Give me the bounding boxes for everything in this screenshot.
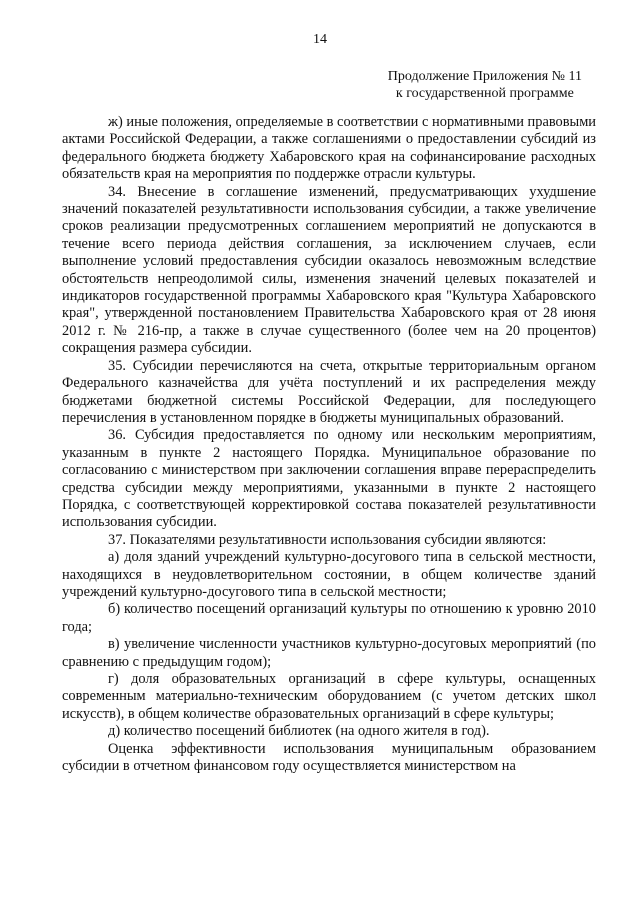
list-item-a: а) доля зданий учреждений культурно-досугового типа в сельской местности, находящихся в неудовлетворительном состоянии, в общем количестве зданий учреждений культурно-досугового типа в сельской местности; — [62, 549, 596, 600]
page-number: 14 — [313, 32, 327, 47]
appendix-header-line-2: к государственной программе — [395, 86, 574, 101]
paragraph-35: 35. Субсидии перечисляются на счета, открытые территориальным органом Федерального казначейства для учёта поступлений и их распределения между бюджетами бюджетной системы Российской Федерации, для последующего перечисления в установленном порядке в бюджеты муниципальных образований. — [62, 357, 596, 426]
list-item-v: в) увеличение численности участников культурно-досуговых мероприятий (по сравнению с предыдущим годом); — [62, 636, 596, 670]
paragraph-zh-other-provisions: ж) иные положения, определяемые в соответствии с нормативными правовыми актами Российской Федерации, а также соглашениями о предоставлении субсидий из федерального бюджета бюджету Хабаровского края на софинансирование расходных обязательств края на мероприятия по поддержке отрасли культуры. — [62, 114, 596, 183]
paragraph-36: 36. Субсидия предоставляется по одному или нескольким мероприятиям, указанным в пункте 2 настоящего Порядка. Муниципальное образование по согласованию с министерством при заключении соглашения вправе перераспределить средства субсидии между мероприятиями, указанными в пункте 2 настоящего Порядка, с соответствующей корректировкой состава показателей результативности использования субсидии. — [62, 427, 596, 531]
document-body — [62, 114, 596, 775]
paragraph-efficiency-assessment: Оценка эффективности использования муниципальным образованием субсидии в отчетном финансовом году осуществляется министерством на — [62, 740, 596, 775]
paragraph-34: 34. Внесение в соглашение изменений, предусматривающих ухудшение значений показателей результативности использования субсидии, а также увеличение сроков реализации предусмотренных соглашением мероприятий не допускаются в течение всего периода действия соглашения, за исключением случаев, если выполнение условий предоставления субсидии оказалось невозможным вследствие обстоятельств непреодолимой силы, изменения значений целевых показателей и индикаторов государственной программы Хабаровского края "Культура Хабаровского края", утвержденной постановлением Правительства Хабаровского края от 28 июня 2012 г. № 216-пр, а также в случае существенного (более чем на 20 процентов) сокращения размера субсидии. — [62, 183, 596, 357]
appendix-header-line-1: Продолжение Приложения № 11 — [387, 69, 582, 84]
paragraph-37: 37. Показателями результативности использования субсидии являются: — [108, 531, 547, 548]
list-item-b: б) количество посещений организаций культуры по отношению к уровню 2010 года; — [62, 601, 596, 635]
list-item-d: д) количество посещений библиотек (на одного жителя в год). — [108, 723, 490, 740]
appendix-header — [388, 68, 582, 102]
list-item-g: г) доля образовательных организаций в сфере культуры, оснащенных современным материально-техническим оборудованием (с учетом детских школ искусств), в общем количестве образовательных организаций в сфере культуры; — [62, 671, 596, 722]
